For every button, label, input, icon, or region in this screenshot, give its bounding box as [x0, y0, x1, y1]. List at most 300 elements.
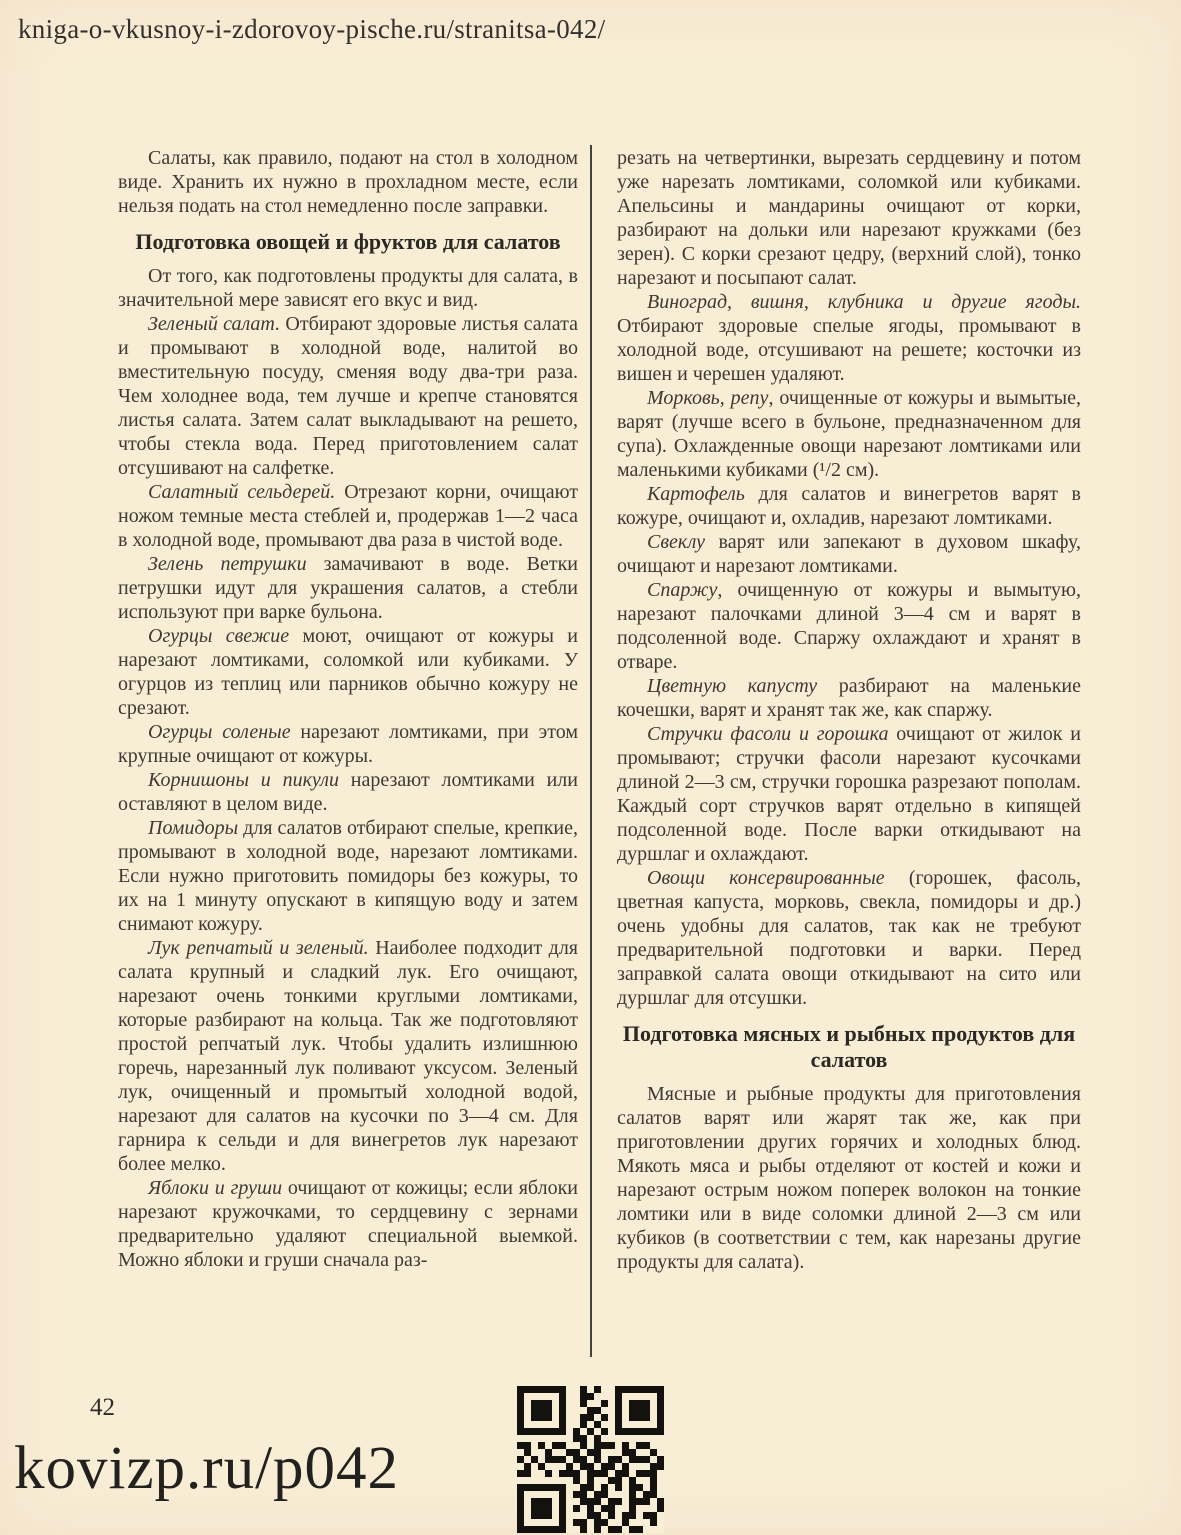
footer-link: kovizp.ru/p042: [14, 1435, 400, 1502]
qr-module: [559, 1470, 566, 1477]
qr-module: [636, 1449, 643, 1456]
qr-module: [531, 1484, 538, 1491]
qr-module: [559, 1519, 566, 1526]
qr-module: [622, 1449, 629, 1456]
qr-module: [545, 1442, 552, 1449]
paragraph: Спаржу, очищенную от кожуры и вымытую, нарезают палочками длиной 3—4 см и варят в подсоленной воде. Спаржу охлаждают и хранят в отваре.: [617, 579, 1081, 673]
qr-module: [650, 1491, 657, 1498]
qr-module: [650, 1449, 657, 1456]
qr-module: [524, 1435, 531, 1442]
qr-module: [636, 1407, 643, 1414]
qr-module: [517, 1470, 524, 1477]
qr-module: [587, 1491, 594, 1498]
qr-module: [608, 1477, 615, 1484]
qr-module: [580, 1407, 587, 1414]
qr-module: [538, 1498, 545, 1505]
qr-module: [580, 1519, 587, 1526]
qr-module: [594, 1449, 601, 1456]
qr-module: [580, 1505, 587, 1512]
qr-module: [538, 1449, 545, 1456]
qr-module: [545, 1463, 552, 1470]
qr-module: [594, 1477, 601, 1484]
qr-module: [531, 1449, 538, 1456]
qr-module: [580, 1470, 587, 1477]
qr-module: [580, 1512, 587, 1519]
qr-module: [545, 1428, 552, 1435]
qr-module: [545, 1477, 552, 1484]
qr-module: [538, 1519, 545, 1526]
qr-module: [517, 1393, 524, 1400]
qr-module: [594, 1463, 601, 1470]
paragraph-lead: Морковь, репу: [647, 387, 769, 409]
paragraph-lead: Корнишоны и пикули: [148, 769, 339, 791]
qr-module: [524, 1491, 531, 1498]
qr-module: [552, 1512, 559, 1519]
qr-module: [552, 1491, 559, 1498]
qr-module: [650, 1484, 657, 1491]
qr-module: [622, 1470, 629, 1477]
paragraph: Зеленый салат. Отбирают здоровые листья салата и промывают в холодной воде, налитой во вместительную посуду, сменяя воду два-три раза. Чем холоднее вода, тем лучше и крепче становятся листья салата. Затем салат выкладывают на решето, чтобы стекла вода. Перед приготовлением салат отсушивают на салфетке.: [118, 313, 579, 479]
qr-module: [580, 1477, 587, 1484]
qr-module: [601, 1449, 608, 1456]
qr-module: [538, 1512, 545, 1519]
qr-module: [657, 1428, 664, 1435]
qr-module: [517, 1414, 524, 1421]
qr-module: [629, 1519, 636, 1526]
qr-module: [622, 1526, 629, 1533]
qr-module: [524, 1498, 531, 1505]
paragraph: Помидоры для салатов отбирают спелые, крепкие, промывают в холодной воде, нарезают ломтиками. Если нужно приготовить помидоры без кожуры, то их на 1 минуту опускают в кипящую воду и затем снимают кожуру.: [118, 817, 578, 935]
qr-module: [524, 1393, 531, 1400]
qr-module: [566, 1456, 573, 1463]
qr-module: [657, 1421, 664, 1428]
paragraph: Салатный сельдерей. Отрезают корни, очищают ножом темные места стеблей и, продержав 1—2 часа в холодной воде, промывают два раза в чистой воде.: [118, 481, 578, 551]
qr-module: [657, 1386, 664, 1393]
qr-module: [552, 1526, 559, 1533]
qr-module: [629, 1505, 636, 1512]
qr-module: [573, 1470, 580, 1477]
qr-module: [524, 1400, 531, 1407]
qr-module: [657, 1400, 664, 1407]
qr-module: [587, 1526, 594, 1533]
qr-module: [650, 1435, 657, 1442]
qr-module: [538, 1442, 545, 1449]
qr-module: [608, 1407, 615, 1414]
qr-module: [594, 1498, 601, 1505]
qr-module: [629, 1435, 636, 1442]
qr-module: [587, 1442, 594, 1449]
paragraph: Овощи консервированные (горошек, фасоль, цветная капуста, морковь, свекла, помидоры и др.) очень удобны для салатов, так как не требуют предварительной подготовки и варки. Перед заправкой салата овощи откидывают на сито или дуршлаг для отсушки.: [617, 867, 1081, 1009]
qr-module: [573, 1484, 580, 1491]
qr-module: [615, 1491, 622, 1498]
qr-module: [545, 1470, 552, 1477]
qr-module: [622, 1442, 629, 1449]
qr-module: [657, 1414, 664, 1421]
qr-module: [531, 1414, 538, 1421]
qr-module: [573, 1435, 580, 1442]
qr-module: [566, 1512, 573, 1519]
qr-module: [566, 1477, 573, 1484]
qr-module: [531, 1442, 538, 1449]
qr-module: [531, 1456, 538, 1463]
qr-module: [531, 1519, 538, 1526]
qr-module: [552, 1498, 559, 1505]
qr-module: [524, 1512, 531, 1519]
qr-module: [559, 1505, 566, 1512]
qr-module: [629, 1456, 636, 1463]
qr-module: [559, 1449, 566, 1456]
qr-module: [643, 1442, 650, 1449]
qr-module: [531, 1428, 538, 1435]
qr-module: [545, 1505, 552, 1512]
qr-module: [566, 1463, 573, 1470]
qr-module: [538, 1470, 545, 1477]
qr-module: [517, 1442, 524, 1449]
qr-module: [545, 1407, 552, 1414]
qr-module: [601, 1505, 608, 1512]
qr-module: [517, 1428, 524, 1435]
qr-module: [657, 1512, 664, 1519]
qr-module: [517, 1484, 524, 1491]
qr-module: [573, 1414, 580, 1421]
qr-module: [545, 1449, 552, 1456]
qr-module: [629, 1470, 636, 1477]
qr-module: [566, 1393, 573, 1400]
qr-module: [643, 1428, 650, 1435]
qr-module: [580, 1428, 587, 1435]
qr-module: [601, 1414, 608, 1421]
qr-module: [552, 1484, 559, 1491]
paragraph-lead: Цветную капусту: [647, 675, 818, 697]
qr-module: [608, 1414, 615, 1421]
qr-module: [657, 1463, 664, 1470]
qr-module: [601, 1407, 608, 1414]
qr-module: [643, 1449, 650, 1456]
qr-module: [538, 1428, 545, 1435]
qr-module: [622, 1519, 629, 1526]
qr-module: [566, 1428, 573, 1435]
qr-module: [552, 1435, 559, 1442]
qr-module: [531, 1463, 538, 1470]
qr-module: [517, 1519, 524, 1526]
qr-module: [559, 1407, 566, 1414]
qr-module: [573, 1400, 580, 1407]
qr-module: [643, 1421, 650, 1428]
paragraph-lead: Овощи консервированные: [647, 867, 885, 889]
qr-module: [622, 1491, 629, 1498]
paragraph: Свеклу варят или запекают в духовом шкафу, очищают и нарезают ломтиками.: [617, 531, 1081, 577]
qr-module: [524, 1505, 531, 1512]
qr-module: [580, 1414, 587, 1421]
qr-module: [552, 1449, 559, 1456]
qr-module: [573, 1442, 580, 1449]
qr-module: [622, 1428, 629, 1435]
qr-module: [531, 1498, 538, 1505]
paragraph: Картофель для салатов и винегретов варят в кожуре, очищают и, охладив, нарезают ломтиками.: [617, 483, 1081, 529]
qr-module: [566, 1414, 573, 1421]
left-column: [118, 146, 578, 1272]
qr-module: [622, 1512, 629, 1519]
qr-module: [573, 1449, 580, 1456]
qr-module: [531, 1512, 538, 1519]
qr-module: [531, 1386, 538, 1393]
qr-module: [608, 1442, 615, 1449]
qr-module: [594, 1428, 601, 1435]
qr-module: [538, 1456, 545, 1463]
qr-module: [608, 1393, 615, 1400]
qr-module: [636, 1442, 643, 1449]
qr-module: [601, 1428, 608, 1435]
qr-module: [594, 1400, 601, 1407]
qr-module: [622, 1505, 629, 1512]
qr-module: [545, 1421, 552, 1428]
qr-module: [524, 1428, 531, 1435]
paragraph: Салаты, как правило, подают на стол в холодном виде. Хранить их нужно в прохладном месте, если нельзя подать на стол немедленно после заправки.: [118, 147, 578, 217]
qr-module: [615, 1393, 622, 1400]
qr-module: [622, 1456, 629, 1463]
column-divider: [590, 145, 592, 1357]
qr-module: [573, 1456, 580, 1463]
qr-module: [580, 1442, 587, 1449]
qr-module: [615, 1449, 622, 1456]
paragraph: Зелень петрушки замачивают в воде. Ветки петрушки идут для украшения салатов, а стебли используют при варке бульона.: [118, 553, 578, 623]
qr-module: [566, 1526, 573, 1533]
qr-module: [622, 1421, 629, 1428]
qr-module: [657, 1491, 664, 1498]
qr-module: [629, 1498, 636, 1505]
paragraph-lead: Салатный сельдерей.: [148, 481, 336, 503]
qr-module: [622, 1435, 629, 1442]
qr-module: [636, 1484, 643, 1491]
qr-module: [517, 1491, 524, 1498]
qr-module: [573, 1393, 580, 1400]
qr-module: [622, 1407, 629, 1414]
qr-module: [573, 1407, 580, 1414]
qr-module: [573, 1463, 580, 1470]
qr-module: [650, 1386, 657, 1393]
qr-module: [643, 1393, 650, 1400]
qr-module: [594, 1512, 601, 1519]
qr-module: [566, 1484, 573, 1491]
qr-module: [615, 1386, 622, 1393]
paragraph: Корнишоны и пикули нарезают ломтиками или оставляют в целом виде.: [118, 769, 578, 815]
qr-module: [538, 1400, 545, 1407]
qr-module: [559, 1386, 566, 1393]
qr-module: [517, 1463, 524, 1470]
qr-module: [601, 1456, 608, 1463]
qr-module: [594, 1456, 601, 1463]
qr-module: [524, 1526, 531, 1533]
qr-module: [517, 1526, 524, 1533]
qr-module: [587, 1463, 594, 1470]
qr-module: [601, 1421, 608, 1428]
qr-module: [524, 1421, 531, 1428]
qr-module: [608, 1470, 615, 1477]
qr-module: [615, 1414, 622, 1421]
qr-module: [622, 1463, 629, 1470]
qr-module: [566, 1491, 573, 1498]
qr-module: [587, 1386, 594, 1393]
qr-module: [608, 1498, 615, 1505]
qr-module: [552, 1470, 559, 1477]
qr-module: [559, 1435, 566, 1442]
qr-module: [608, 1435, 615, 1442]
qr-module: [587, 1477, 594, 1484]
qr-module: [601, 1393, 608, 1400]
qr-module: [657, 1477, 664, 1484]
qr-module: [531, 1393, 538, 1400]
qr-module: [629, 1407, 636, 1414]
qr-module: [594, 1393, 601, 1400]
qr-module: [531, 1470, 538, 1477]
qr-module: [657, 1435, 664, 1442]
qr-module: [552, 1456, 559, 1463]
qr-module: [545, 1526, 552, 1533]
qr-module: [517, 1407, 524, 1414]
qr-module: [573, 1498, 580, 1505]
qr-module: [608, 1526, 615, 1533]
qr-module: [524, 1386, 531, 1393]
qr-module: [629, 1463, 636, 1470]
qr-module: [629, 1477, 636, 1484]
qr-module: [587, 1456, 594, 1463]
qr-module: [643, 1477, 650, 1484]
qr-module: [517, 1512, 524, 1519]
qr-module: [587, 1519, 594, 1526]
qr-module: [566, 1400, 573, 1407]
qr-module: [657, 1470, 664, 1477]
qr-module: [531, 1435, 538, 1442]
qr-module: [601, 1484, 608, 1491]
qr-module: [629, 1491, 636, 1498]
qr-module: [608, 1505, 615, 1512]
qr-module: [636, 1386, 643, 1393]
qr-module: [636, 1414, 643, 1421]
qr-module: [559, 1442, 566, 1449]
paragraph-lead: Огурцы свежие: [148, 625, 290, 647]
qr-module: [601, 1491, 608, 1498]
qr-module: [531, 1421, 538, 1428]
qr-module: [601, 1463, 608, 1470]
paragraph: Стручки фасоли и горошка очищают от жилок и промывают; стручки фасоли нарезают кусочками длиной 2—3 см, стручки горошка разрезают пополам. Каждый сорт стручков варят отдельно в кипящей подсоленной воде. После варки откидывают на дуршлаг и охлаждают.: [617, 723, 1081, 865]
qr-module: [524, 1442, 531, 1449]
qr-module: [636, 1393, 643, 1400]
paragraph-lead: Яблоки и груши: [148, 1177, 283, 1199]
qr-module: [552, 1505, 559, 1512]
qr-module: [650, 1519, 657, 1526]
qr-module: [650, 1505, 657, 1512]
qr-module: [636, 1400, 643, 1407]
qr-module: [580, 1526, 587, 1533]
qr-module: [559, 1491, 566, 1498]
qr-module: [594, 1505, 601, 1512]
qr-module: [538, 1407, 545, 1414]
qr-code-icon: [517, 1386, 664, 1533]
qr-module: [538, 1414, 545, 1421]
qr-module: [608, 1449, 615, 1456]
qr-module: [580, 1393, 587, 1400]
qr-module: [608, 1428, 615, 1435]
qr-module: [657, 1442, 664, 1449]
qr-module: [566, 1421, 573, 1428]
qr-module: [643, 1400, 650, 1407]
qr-module: [531, 1407, 538, 1414]
qr-module: [594, 1407, 601, 1414]
qr-module: [608, 1512, 615, 1519]
qr-module: [643, 1505, 650, 1512]
qr-module: [566, 1470, 573, 1477]
qr-module: [538, 1435, 545, 1442]
qr-module: [552, 1386, 559, 1393]
qr-module: [559, 1414, 566, 1421]
qr-module: [559, 1393, 566, 1400]
qr-module: [545, 1435, 552, 1442]
qr-module: [573, 1386, 580, 1393]
qr-module: [552, 1407, 559, 1414]
qr-module: [615, 1435, 622, 1442]
qr-module: [601, 1526, 608, 1533]
qr-module: [615, 1407, 622, 1414]
qr-module: [545, 1400, 552, 1407]
paragraph: Морковь, репу, очищенные от кожуры и вымытые, варят (лучше всего в бульоне, предназначенном для супа). Охлажденные овощи нарезают ломтиками или маленькими кубиками (¹/2 см).: [617, 387, 1081, 481]
paragraph-lead: Лук репчатый и зеленый.: [148, 937, 369, 959]
qr-module: [650, 1407, 657, 1414]
qr-module: [580, 1491, 587, 1498]
qr-module: [608, 1421, 615, 1428]
qr-module: [636, 1456, 643, 1463]
qr-module: [538, 1421, 545, 1428]
qr-module: [559, 1463, 566, 1470]
qr-module: [636, 1505, 643, 1512]
qr-module: [559, 1512, 566, 1519]
qr-module: [517, 1449, 524, 1456]
qr-module: [552, 1519, 559, 1526]
qr-module: [517, 1477, 524, 1484]
qr-module: [643, 1491, 650, 1498]
qr-module: [580, 1484, 587, 1491]
qr-module: [601, 1442, 608, 1449]
qr-module: [538, 1484, 545, 1491]
qr-module: [650, 1512, 657, 1519]
qr-module: [531, 1491, 538, 1498]
qr-module: [524, 1456, 531, 1463]
qr-module: [580, 1400, 587, 1407]
qr-module: [643, 1463, 650, 1470]
qr-module: [657, 1498, 664, 1505]
qr-module: [636, 1421, 643, 1428]
qr-module: [594, 1526, 601, 1533]
qr-module: [657, 1526, 664, 1533]
qr-module: [650, 1498, 657, 1505]
qr-module: [622, 1477, 629, 1484]
qr-module: [650, 1421, 657, 1428]
qr-module: [587, 1414, 594, 1421]
qr-module: [608, 1463, 615, 1470]
qr-module: [650, 1400, 657, 1407]
qr-module: [650, 1470, 657, 1477]
qr-module: [629, 1449, 636, 1456]
qr-module: [531, 1505, 538, 1512]
qr-module: [587, 1428, 594, 1435]
page-url: kniga-o-vkusnoy-i-zdorovoy-pische.ru/stranitsa-042/: [18, 14, 606, 44]
qr-module: [573, 1428, 580, 1435]
qr-module: [615, 1519, 622, 1526]
qr-module: [559, 1526, 566, 1533]
qr-module: [580, 1421, 587, 1428]
qr-module: [545, 1498, 552, 1505]
qr-module: [657, 1484, 664, 1491]
qr-module: [552, 1477, 559, 1484]
